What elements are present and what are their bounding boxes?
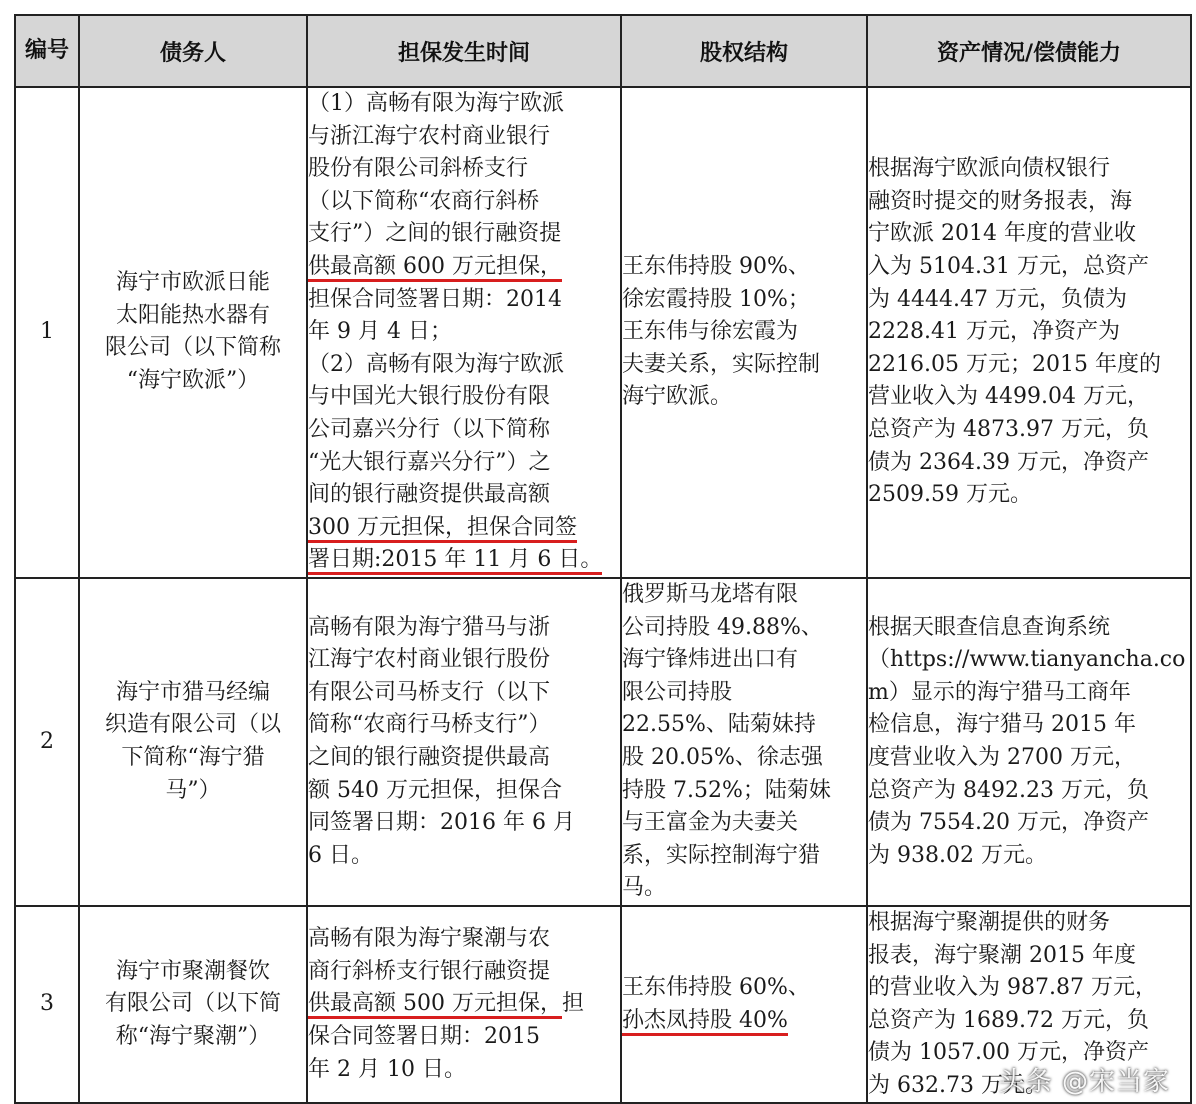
cell-text: 担保合同签署日期：2014 年 9 月 4 日； （2）高畅有限为海宁欧派 与中国光大银行股份有限 公司嘉兴分行（以下简称 “光大银行嘉兴分行”）之 间的银行融资提供最高额 [308, 286, 564, 508]
underlined-text: 供最高额 500 万元担保， [308, 991, 562, 1019]
header-debtor: 债务人 [79, 15, 307, 87]
underlined-text: 署日期:2015 年 11 月 6 日。 [308, 547, 602, 575]
assets-solvency: 根据海宁欧派向债权银行 融资时提交的财务报表，海 宁欧派 2014 年度的营业收 入为 5104.31 万元，总资产 为 4444.47 万元，负债为 2228.41 万元，净资产为 2216.05 万元；2015 年度的 营业收入为 4499.04 万元， 总资产为 4873.97 万元，负 债为 2364.39 万元，净资产 2509.59 万元。 [867, 87, 1191, 578]
guarantee-time [307, 906, 621, 1104]
debtor-name: 海宁市聚潮餐饮 有限公司（以下简 称“海宁聚潮”） [79, 906, 307, 1104]
debtor-name: 海宁市欧派日能 太阳能热水器有 限公司（以下简称 “海宁欧派”） [79, 87, 307, 578]
row-number: 2 [15, 578, 79, 906]
cell-text: 俄罗斯马龙塔有限 公司持股 49.88%、 海宁锋炜进出口有 限公司持股 22.55%、陆菊妹持 股 20.05%、徐志强 持股 7.52%；陆菊妹 与王富金为夫妻关 系，实际控制海宁猎 马。 [622, 581, 831, 901]
header-row [15, 15, 1191, 87]
cell-text: 王东伟持股 60%、 [622, 975, 810, 1001]
underlined-text: 供最高额 600 万元担保， [308, 254, 562, 282]
equity-structure [621, 578, 867, 906]
cell-text: 高畅有限为海宁猎马与浙 江海宁农村商业银行股份 有限公司马桥支行（以下 简称“农商行马桥支行”） 之间的银行融资提供最高 额 540 万元担保，担保合 同签署日期：2016 年 6 月 6 日。 [308, 614, 575, 868]
underlined-text: 300 万元担保，担保合同签 [308, 515, 577, 543]
equity-structure [621, 87, 867, 578]
underlined-text: 孙杰凤持股 40% [622, 1008, 788, 1036]
watermark: 头条 @宋当家 [998, 1067, 1170, 1097]
assets-solvency: 根据天眼查信息查询系统 （https://www.tianyancha.co m）显示的海宁猎马工商年 检信息，海宁猎马 2015 年 度营业收入为 2700 万元， 总资产为 8492.23 万元，负 债为 7554.20 万元，净资产 为 938.02 万元。 [867, 578, 1191, 906]
guarantee-time [307, 578, 621, 906]
cell-text: 王东伟持股 90%、 徐宏霞持股 10%； 王东伟与徐宏霞为 夫妻关系，实际控制 海宁欧派。 [622, 253, 821, 410]
header-guarantee-time: 担保发生时间 [307, 15, 621, 87]
equity-structure [621, 906, 867, 1104]
cell-text: 担 保合同签署日期：2015 年 2 月 10 日。 [308, 991, 584, 1082]
header-equity-structure: 股权结构 [621, 15, 867, 87]
header-assets-solvency: 资产情况/偿债能力 [867, 15, 1191, 87]
cell-text: 高畅有限为海宁聚潮与农 商行斜桥支行银行融资提 [308, 926, 551, 984]
row-number: 1 [15, 87, 79, 578]
cell-text: （1）高畅有限为海宁欧派 与浙江海宁农村商业银行 股份有限公司斜桥支行 （以下简称“农商行斜桥 支行”）之间的银行融资提 [308, 91, 564, 247]
header-number: 编号 [15, 15, 79, 87]
assets-solvency: 根据海宁聚潮提供的财务 报表，海宁聚潮 2015 年度 的营业收入为 987.87 万元， 总资产为 1689.72 万元，负 债为 1057.00 万元，净资产 为 632.73 万元。 [867, 906, 1191, 1104]
guarantee-table [14, 14, 1192, 1104]
table-row [15, 87, 1191, 578]
guarantee-time [307, 87, 621, 578]
row-number: 3 [15, 906, 79, 1104]
debtor-name: 海宁市猎马经编 织造有限公司（以 下简称“海宁猎 马”） [79, 578, 307, 906]
table-row [15, 578, 1191, 906]
